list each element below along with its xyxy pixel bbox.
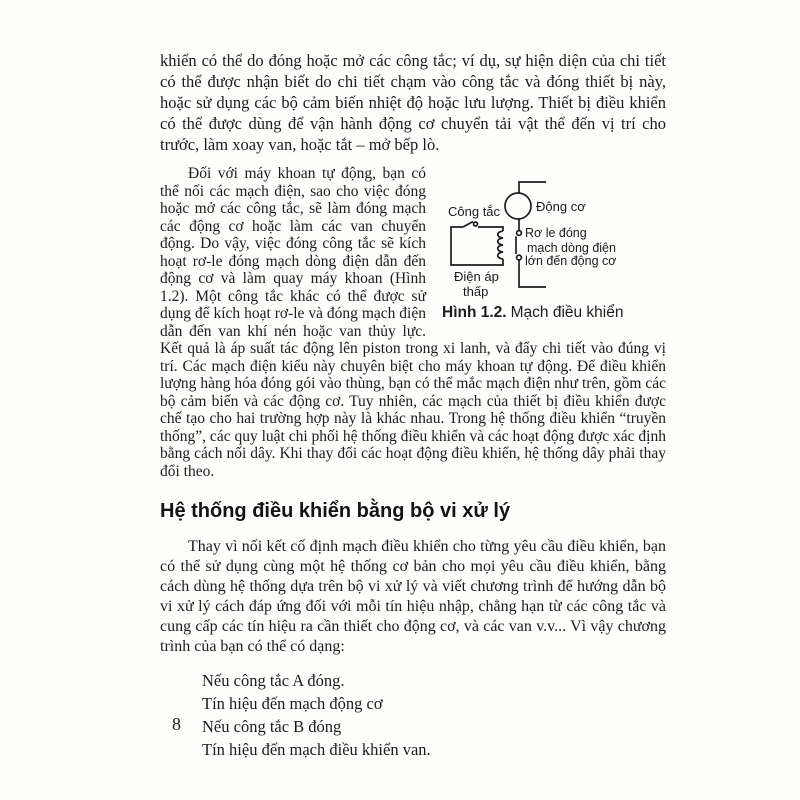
- relay-label-line1: Rơ le đóng: [525, 226, 587, 240]
- paragraph-microprocessor: Thay vì nối kết cố định mạch điều khiển cho từng yêu cầu điều khiển, bạn có thể sử dụng cùng một hệ thống cơ bản cho mọi yêu cầu điều khiển, bằng cách dùng hệ thống dựa trên bộ vi xử lý và viết chương trình để hướng dẫn bộ vi xử lý cách đáp ứng đối với mỗi tín hiệu nhập, chẳng hạn từ các công tắc và cung cấp các tín hiệu ra cần thiết cho động cơ, và các van v.v... Vì vậy chương trình của bạn có thể có dạng:: [160, 538, 666, 655]
- relay-coil-symbol: [498, 231, 503, 259]
- motor-label: Động cơ: [536, 199, 586, 214]
- relay-label-line2: mạch dòng điện: [527, 241, 616, 255]
- program-line: Tín hiệu đến mạch điều khiển van.: [202, 740, 431, 759]
- figure-caption: [436, 304, 666, 322]
- switch-coil-loop: [451, 222, 503, 266]
- figure-caption-title: Mạch điều khiển: [510, 304, 624, 321]
- program-line: Tín hiệu đến mạch động cơ: [202, 694, 383, 713]
- control-circuit-diagram: [436, 169, 666, 299]
- switch-label: Công tắc: [448, 204, 501, 219]
- page-number: 8: [172, 714, 181, 734]
- relay-label-line3: lớn đến động cơ: [525, 254, 617, 268]
- figure-1-2: [436, 169, 666, 322]
- loop-top-wire: [478, 227, 503, 231]
- relay-contact-bottom: [517, 255, 522, 260]
- paragraph-intro: khiển có thể do đóng hoặc mở các công tắc; ví dụ, sự hiện diện của chi tiết có thể được nhận biết do chi tiết chạm vào công tắc và đóng thiết bị này, hoặc sử dụng các bộ cảm biến nhiệt độ hoặc lưu lượng. Thiết bị điều khiển có thể được dùng để vận hành động cơ chuyển tải vật thể đến vị trí cho trước, làm xoay van, hoặc tắt – mở bếp lò.: [160, 51, 666, 154]
- paragraph-with-figure: [160, 165, 666, 480]
- motor-top-wire: [519, 182, 546, 193]
- program-line: Nếu công tắc A đóng.: [202, 671, 345, 690]
- program-listing: [202, 669, 666, 761]
- loop-wire: [451, 227, 503, 265]
- figure-caption-number: Hình 1.2.: [442, 304, 507, 321]
- paragraph-drill-example: Đối với máy khoan tự động, bạn có thể nối các mạch điện, sao cho việc đóng hoặc mở các công tắc, sẽ làm đóng mạch các động cơ hoặc làm các van chuyển động. Do vậy, việc đóng công tắc sẽ kích hoạt rơ-le đóng mạch dòng điện dẫn đến động cơ và làm quay máy khoan (Hình 1.2). Một công tắc khác có thể được sử dụng để kích hoạt rơ-le và đóng mạch điện dẫn đến van khí nén hoặc van thủy lực. Kết quả là áp suất tác động lên piston trong xi lanh, và đẩy chi tiết vào đúng vị trí. Các mạch điện kiểu này chuyên biệt cho máy khoan tự động. Để điều khiển lượng hàng hóa đóng gói vào thùng, bạn có thể mắc mạch điện như trên, gồm các bộ cảm biến và các động cơ. Tuy nhiên, các mạch của thiết bị điều khiển được chế tạo cho hai trường hợp này là khác nhau. Trong hệ thống điều khiển “truyền thống”, các quy luật chi phối hệ thống điều khiển và các hoạt động được xác định bằng cách nối dây. Khi thay đổi các hoạt động điều khiển, hệ thống dây phải thay đổi theo.: [160, 165, 666, 480]
- program-line: Nếu công tắc B đóng: [202, 717, 342, 736]
- voltage-label-line2: thấp: [463, 284, 489, 299]
- page-content: [160, 50, 666, 761]
- motor-symbol: [505, 193, 531, 219]
- section-heading: Hệ thống điều khiển bằng bộ vi xử lý: [160, 500, 511, 522]
- voltage-label-line1: Điện áp: [454, 269, 499, 284]
- relay-contact-top: [517, 231, 522, 236]
- switch-blade: [463, 222, 473, 228]
- switch-contact: [474, 222, 478, 226]
